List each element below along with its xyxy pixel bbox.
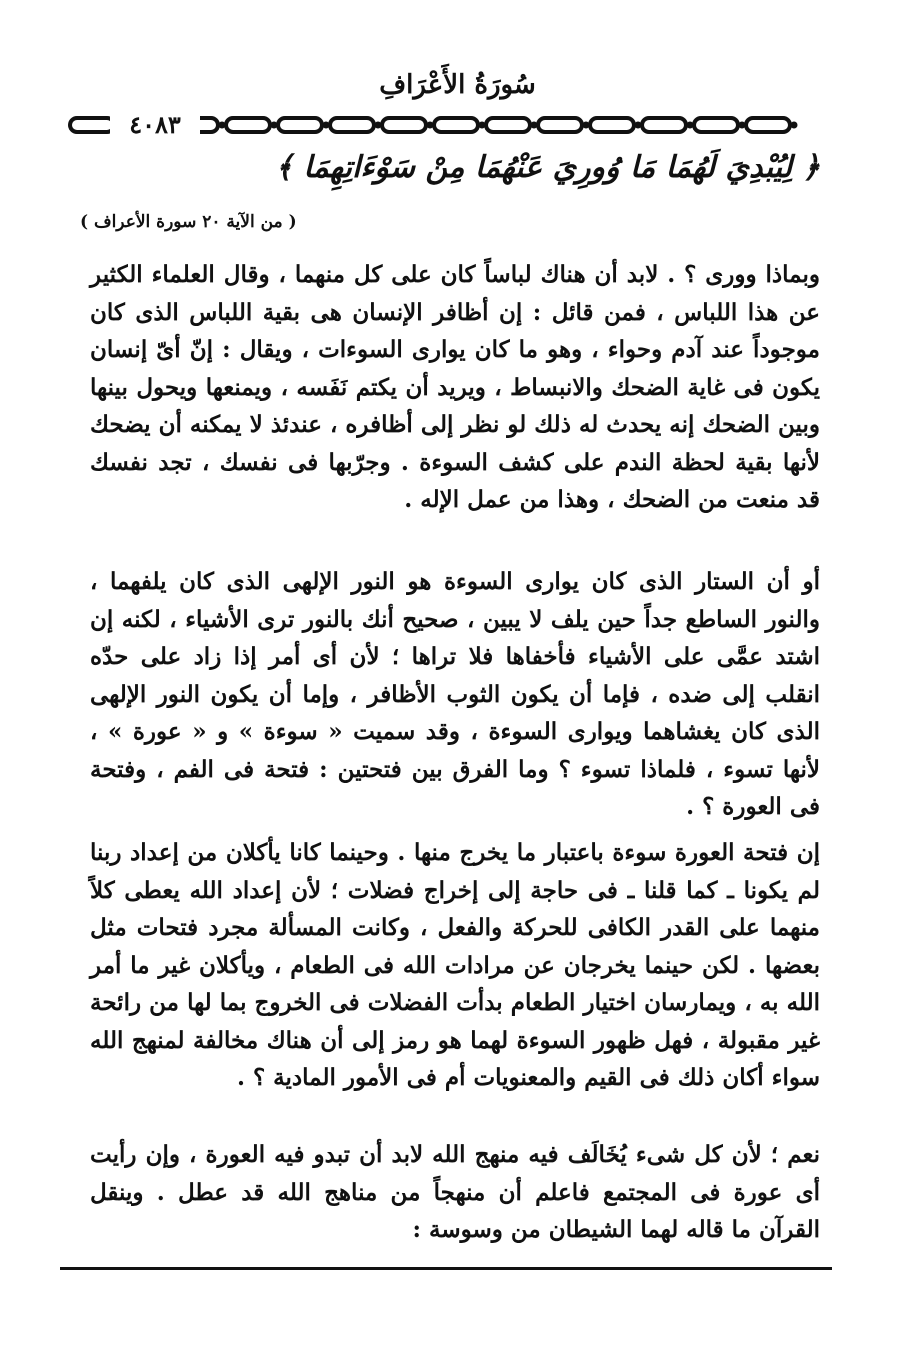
chain-bead [635,122,642,129]
chain-link [746,118,790,132]
chain-link [382,118,426,132]
surah-title: سُورَةُ الأَعْرَافِ [379,70,536,100]
chain-link [538,118,582,132]
chain-bead [531,122,538,129]
paragraph: نعم ؛ لأن كل شىء يُخَالَف فيه منهج الله لابد أن تبدو فيه العورة ، وإن رأيت أى عورة فى المجتمع فاعلم أن منهجاً من مناهج الله قد عطل . وينقل القرآن ما قاله لهما الشيطان من وسوسة : [90,1141,820,1243]
paragraph: وبماذا وورى ؟ . لابد أن هناك لباساً كان على كل منهما ، وقال العلماء الكثير عن هذا اللباس ، فمن قائل : إن أظافر الإنسان هى بقية اللباس الذى كان موجوداً عند آدم وحواء ، وهو ما كان يوارى السوءات ، ويقال : إنّ أىّ إنسان يكون فى غاية الضحك والانبساط ، ويريد أن يكتم نَفَسه ، ويمنعها ويحول بينها وبين الضحك إنه يحدث له ذلك لو نظر إلى أظافره ، عندئذ لا يمكنه أن يضحك لأنها بقية لحظة الندم على كشف السوءة . وجرّبها فى نفسك ، تجد نفسك قد منعت من الضحك ، وهذا من عمل الإله . [90,261,820,513]
chain-bead [583,122,590,129]
paragraph: إن فتحة العورة سوءة باعتبار ما يخرج منها . وحينما كانا يأكلان من إعداد ربنا لم يكونا ـ كما قلنا ـ فى حاجة إلى إخراج فضلات ؛ لأن إعداد الله يعطى كلاً منهما على القدر الكافى للحركة والفعل ، وكانت المسألة مجرد فتحات مثل بعضها . لكن حينما يخرجان عن مرادات الله فى الطعام ، ويأكلان غير ما أمر الله به ، ويمارسان اختيار الطعام بدأت الفضلات فى الخروج بما لها من رائحة غير مقبولة ، فهل ظهور السوءة لهما هو رمز إلى أن هناك مخالفة لمنهج الله سواء أكان ذلك فى القيم والمعنويات أم فى الأمور المادية ؟ . [90,839,820,1091]
bottom-rule [60,1267,832,1270]
chain-bead [687,122,694,129]
verse-reference: ( من الآية ٢٠ سورة الأعراف ) [80,212,297,232]
chain-link [486,118,530,132]
chain-link [434,118,478,132]
chain-link [330,118,374,132]
chain-link [226,118,270,132]
quran-verse: ﴿ لِيُبْدِيَ لَهُمَا مَا وُورِيَ عَنْهُمَا مِنْ سَوْءَاتِهِمَا ﴾ [275,150,820,185]
chain-bead [375,122,382,129]
chain-link [70,118,114,132]
chain-link [590,118,634,132]
chain-bead [271,122,278,129]
ornamental-header-border [60,108,840,142]
chain-bead [739,122,746,129]
paragraph: أو أن الستار الذى كان يوارى السوءة هو النور الإلهى الذى كان يلفهما ، والنور الساطع جداً حين يلف لا يبين ، صحيح أنك بالنور ترى الأشياء ، لكنه إن اشتد عمَّى على الأشياء فأخفاها فلا تراها ؛ لأن أى أمر إذا زاد على حدّه انقلب إلى ضده ، فإما أن يكون الثوب الأظافر ، وإما أن يكون النور الإلهى الذى كان يغشاهما ويوارى السوءة ، وقد سميت « سوءة » و « عورة » ، لأنها تسوء ، فلماذا تسوء ؟ وما الفرق بين فتحتين : فتحة فى الفم ، وفتحة فى العورة ؟ . [90,568,820,820]
chain-bead [791,122,798,129]
chain-bead [427,122,434,129]
chain-link [278,118,322,132]
page-number: ٤٠٨٣ [110,110,200,140]
chain-link [694,118,738,132]
chain-link [642,118,686,132]
chain-bead [219,122,226,129]
chain-bead [323,122,330,129]
chain-bead [479,122,486,129]
